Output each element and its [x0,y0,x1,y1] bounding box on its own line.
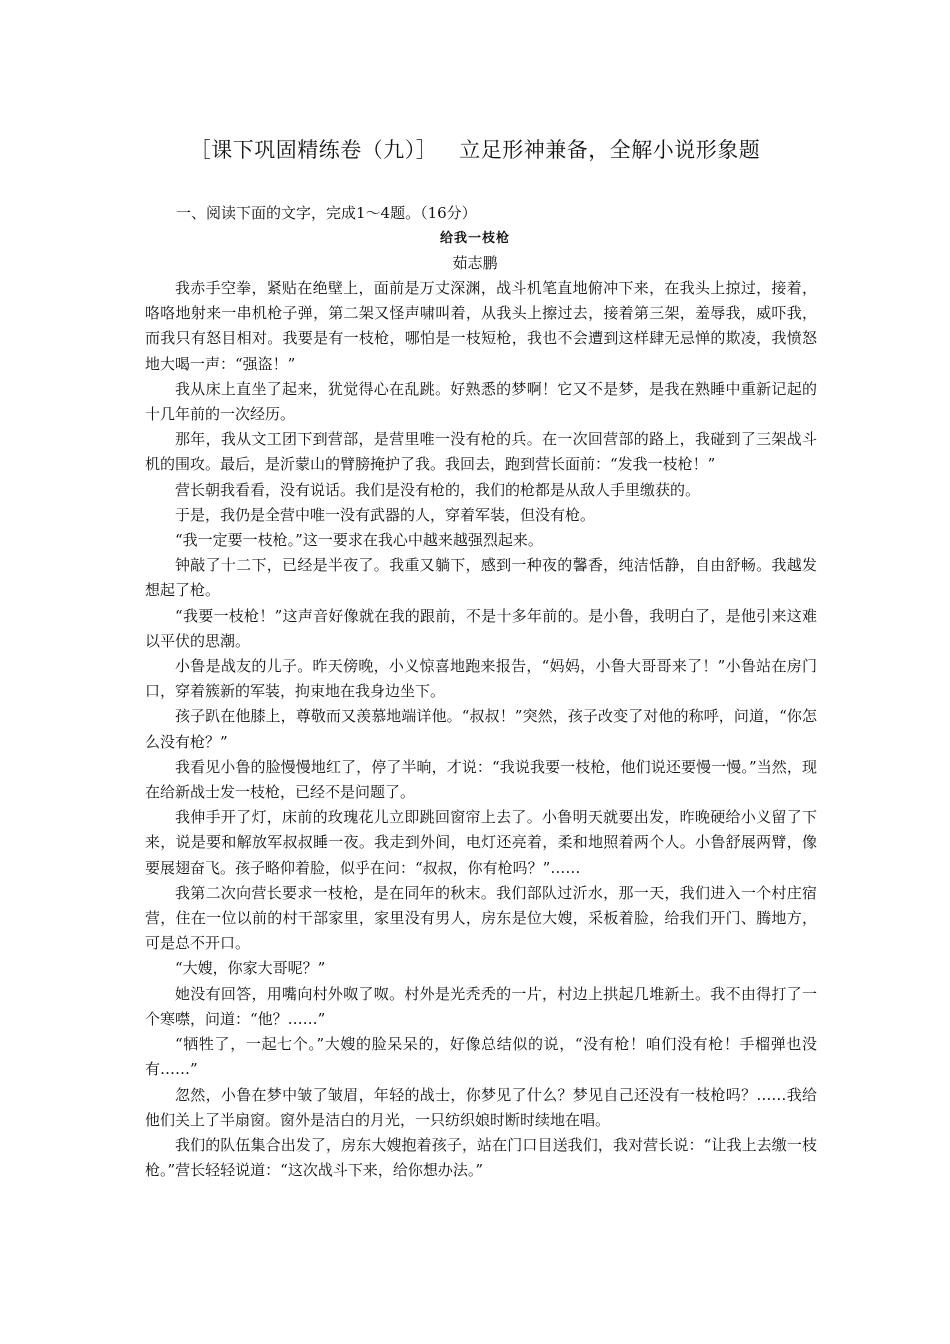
paragraph: “大嫂，你家大哥呢？” [175,959,326,978]
paragraph: “牺牲了，一起七个。”大嫂的脸呆呆的，好像总结似的说，“没有枪！咱们没有枪！手榴弹也没有……” [145,1035,817,1079]
paragraph: 忽然，小鲁在梦中皱了皱眉，年轻的战士，你梦见了什么？梦见自己还没有一枝枪吗？……我给他们关上了半扇窗。窗外是洁白的月光，一只纺织娘时断时续地在唱。 [145,1085,817,1129]
title-series: ［课下巩固精练卷（九）］ [189,138,438,162]
paragraph: “我要一枝枪！”这声音好像就在我的跟前，不是十多年前的。是小鲁，我明白了，是他引来这难以平伏的思潮。 [145,606,817,650]
paragraph: 我第二次向营长要求一枝枪，是在同年的秋末。我们部队过沂水，那一天，我们进入一个村庄宿营，住在一位以前的村干部家里，家里没有男人，房东是位大嫂，采板着脸，给我们开门、腾地方，可是总不开口。 [145,883,817,953]
paragraph: 营长朝我看看，没有说话。我们是没有枪的，我们的枪都是从敌人手里缴获的。 [175,480,701,499]
paragraph: 我看见小鲁的脸慢慢地红了，停了半晌，才说：“我说我要一枝枪，他们说还要慢一慢。”当然，现在给新战士发一枝枪，已经不是问题了。 [145,757,817,802]
paragraph: 那年，我从文工团下到营部，是营里唯一没有枪的兵。在一次回营部的路上，我碰到了三架战斗机的围攻。最后，是沂蒙山的臂膀掩护了我。我回去，跑到营长面前：“发我一枝枪！” [145,430,817,474]
paragraph: 钟敲了十二下，已经是半夜了。我重又躺下，感到一种夜的馨香，纯洁恬静，自由舒畅。我越发想起了枪。 [145,556,817,600]
paragraph: 她没有回答，用嘴向村外呶了呶。村外是光秃秃的一片，村边上拱起几堆新土。我不由得打了一个寒噤，问道：“他？……” [145,984,817,1028]
paragraph: 于是，我仍是全营中唯一没有武器的人，穿着军装，但没有枪。 [175,505,596,524]
story-author: 茹志鹏 [452,254,498,272]
paragraph: 我们的队伍集合出发了，房东大嫂抱着孩子，站在门口目送我们，我对营长说：“让我上去缴一枝枪。”营长轻轻说道：“这次战斗下来，给你想办法。” [145,1135,817,1180]
page-title [0,134,950,164]
paragraph: 小鲁是战友的儿子。昨天傍晚，小义惊喜地跑来报告，“妈妈，小鲁大哥哥来了！”小鲁站在房门口，穿着簇新的军装，拘束地在我身边坐下。 [145,657,817,701]
paragraph: 我从床上直坐了起来，犹觉得心在乱跳。好熟悉的梦啊！它又不是梦，是我在熟睡中重新记起的十几年前的一次经历。 [145,379,817,424]
question-instruction: 一、阅读下面的文字，完成1～4题。（16分） [176,204,477,222]
paragraph: 我伸手开了灯，床前的玫瑰花儿立即跳回窗帘上去了。小鲁明天就要出发，昨晚硬给小义留了下来，说是要和解放军叔叔睡一夜。我走到外间，电灯还亮着，柔和地照着两个人。小鲁舒展两臂，像要展翅奋飞。孩子略仰着脸，似乎在问：“叔叔，你有枪吗？”…… [145,808,817,877]
title-topic: 立足形神兼备，全解小说形象题 [459,138,761,162]
paragraph: “我一定要一枝枪。”这一要求在我心中越来越强烈起来。 [175,531,543,550]
paragraph: 我赤手空拳，紧贴在绝壁上，面前是万丈深渊，战斗机笔直地俯冲下来，在我头上掠过，接着，咯咯地射来一串机枪子弹，第二架又怪声啸叫着，从我头上擦过去，接着第三架，羞辱我，威吓我，而我只有怒目相对。我要是有一枝枪，哪怕是一枝短枪，我也不会遭到这样肆无忌惮的欺凌，我愤怒地大喝一声：“强盗！” [145,279,817,373]
paragraph: 孩子趴在他膝上，尊敬而又羡慕地端详他。“叔叔！”突然，孩子改变了对他的称呼，问道，“你怎么没有枪？” [145,707,817,751]
story-body [145,276,817,1183]
story-title: 给我一枝枪 [439,231,510,246]
